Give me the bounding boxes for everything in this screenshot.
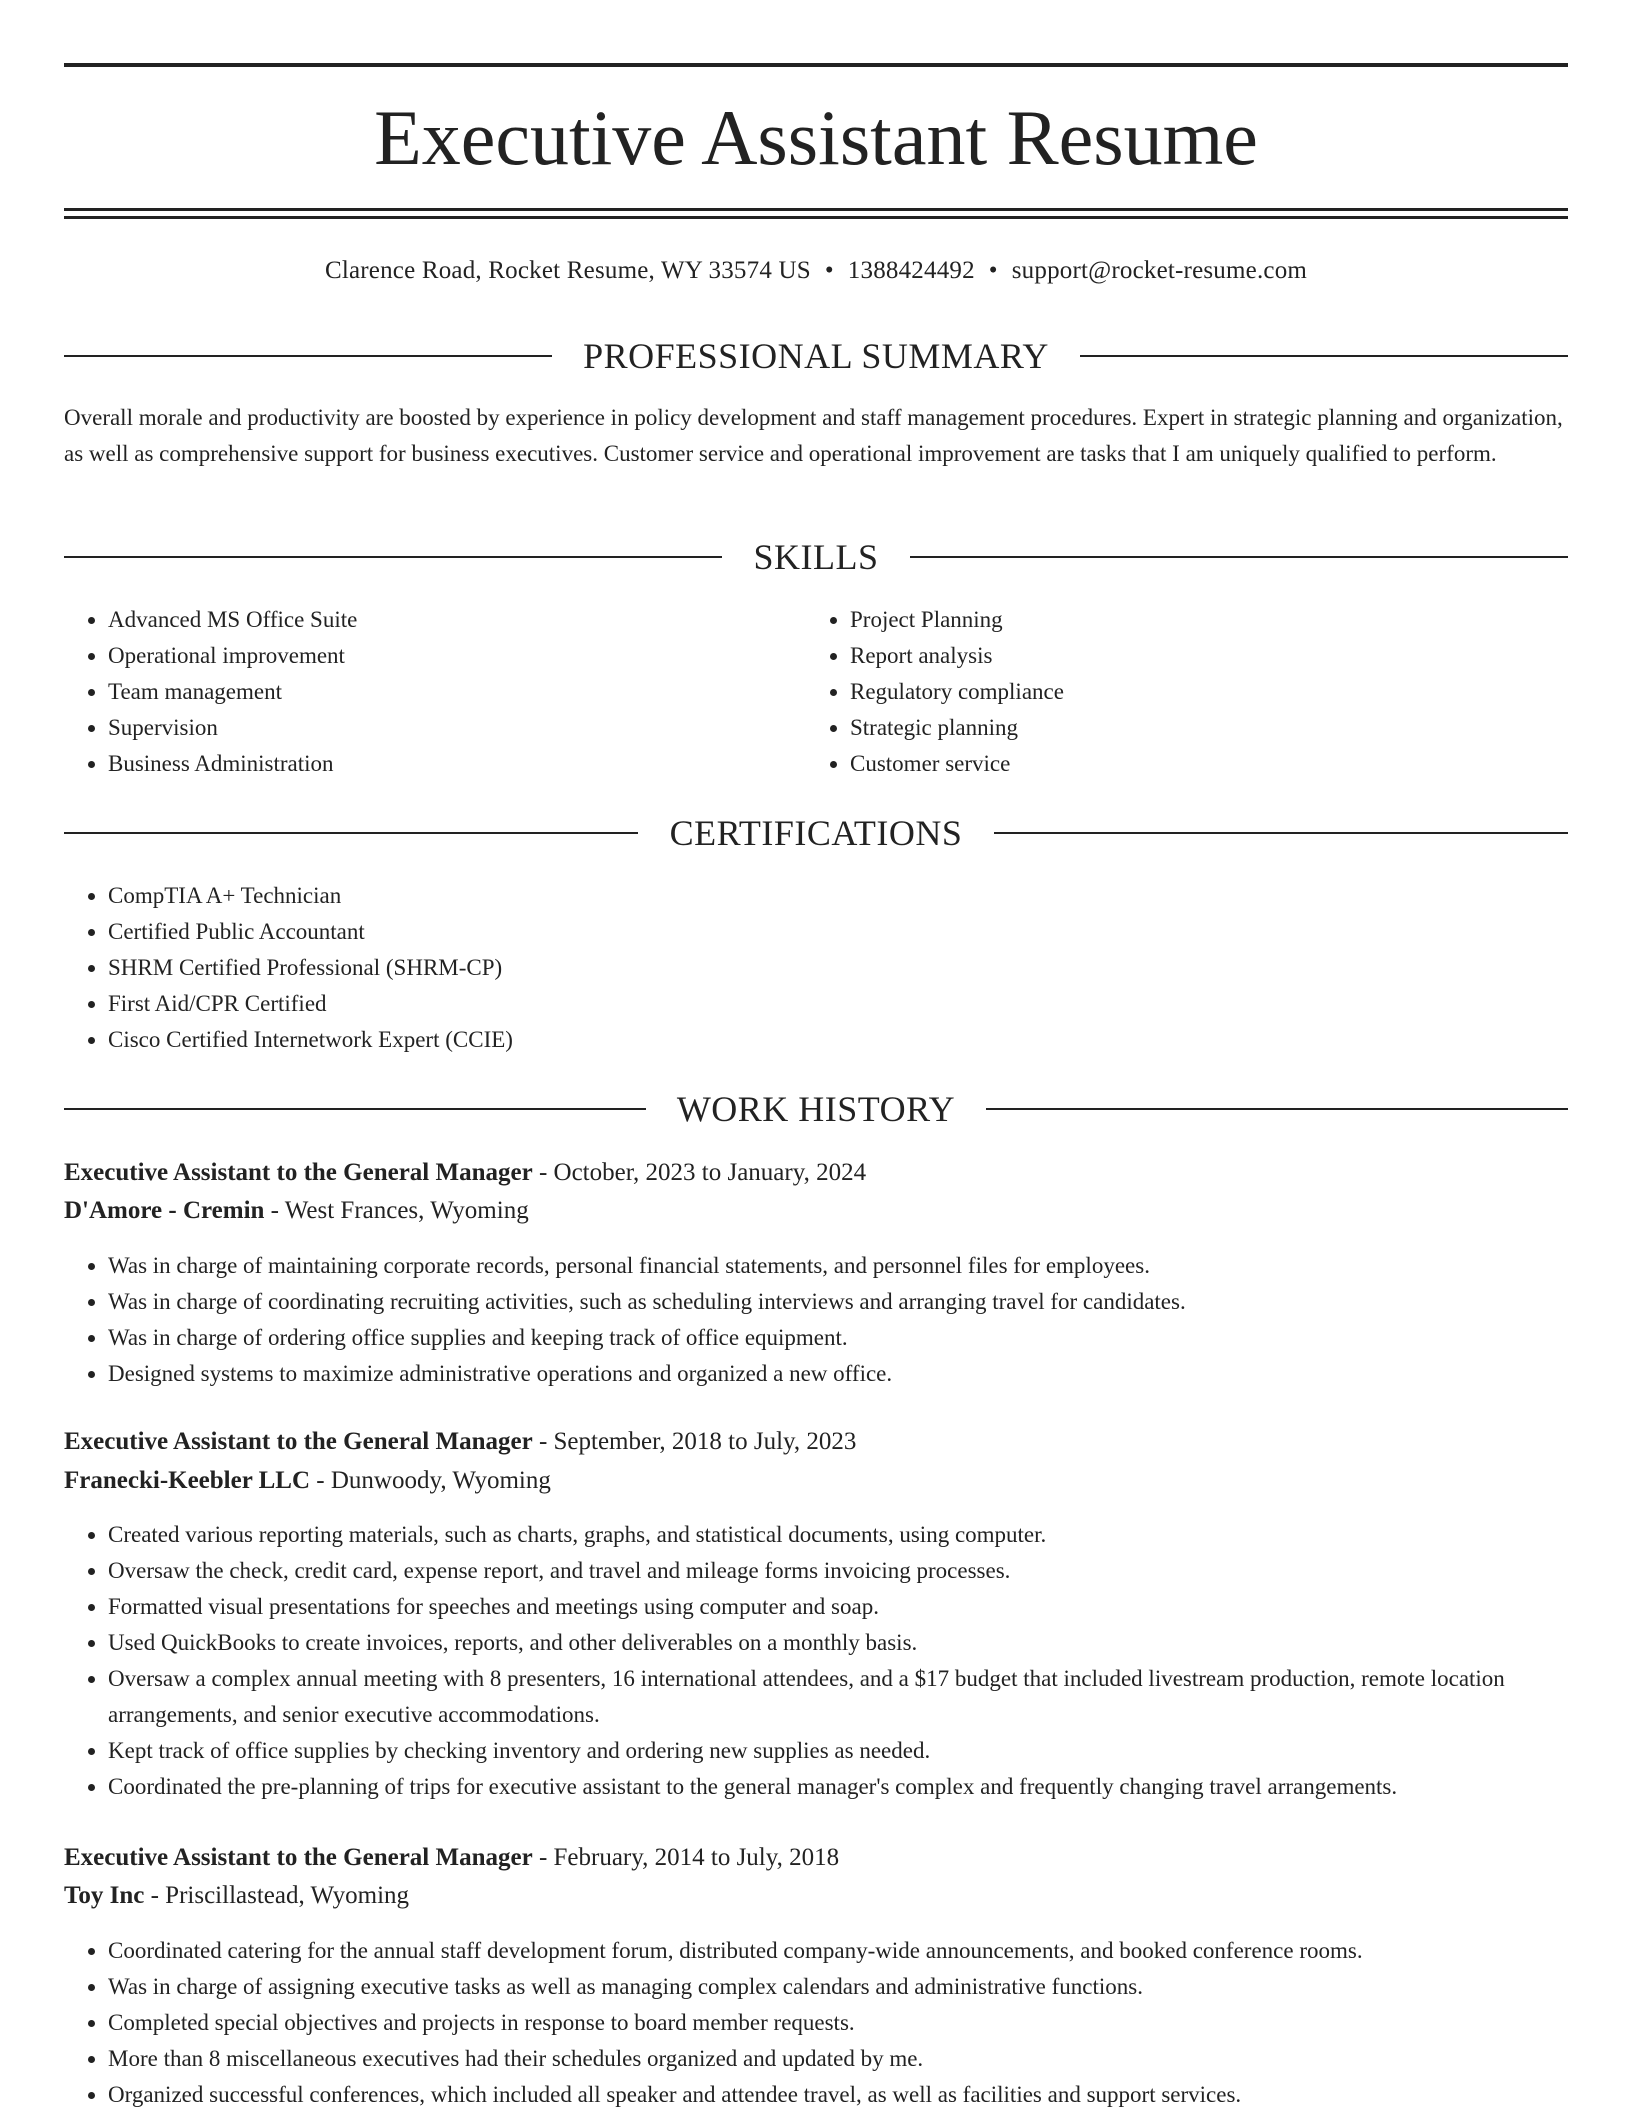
job-location: - Priscillastead, Wyoming xyxy=(144,1882,410,1909)
job-bullet: • Kept track of office supplies by checking inventory and ordering new supplies as needed. xyxy=(108,1733,1588,1769)
skills-heading: SKILLS xyxy=(753,537,879,577)
skill-item: • Project Planning xyxy=(850,602,1550,638)
work-history-heading: WORK HISTORY xyxy=(676,1089,956,1129)
skill-item: • Regulatory compliance xyxy=(850,674,1550,710)
job-company-line xyxy=(64,1878,409,1914)
skill-item: • Strategic planning xyxy=(850,710,1550,746)
skills-list-right xyxy=(806,602,1550,782)
job-bullet: • Was in charge of coordinating recruiting activities, such as scheduling interviews and arranging travel for candidates. xyxy=(108,1284,1588,1320)
job-bullet: • Was in charge of assigning executive tasks as well as managing complex calendars and administrative functions. xyxy=(108,1969,1588,2005)
certification-item: • CompTIA A+ Technician xyxy=(108,878,1568,914)
job-dates: - February, 2014 to July, 2018 xyxy=(532,1844,840,1871)
heading-rule-right xyxy=(1080,355,1568,357)
work-history-section-heading xyxy=(64,1087,1568,1131)
job-company-line xyxy=(64,1193,529,1229)
job-bullet: • Completed special objectives and projects in response to board member requests. xyxy=(108,2005,1588,2041)
resume-title: Executive Assistant Resume xyxy=(374,94,1258,181)
skill-item: • Advanced MS Office Suite xyxy=(108,602,808,638)
contact-email[interactable]: support@rocket-resume.com xyxy=(1011,257,1308,284)
header-top-rule xyxy=(64,63,1568,67)
job-bullet: • Coordinated catering for the annual staff development forum, distributed company-wide announcements, and booked conference rooms. xyxy=(108,1933,1588,1969)
skill-item: • Team management xyxy=(108,674,808,710)
job-dates: - October, 2023 to January, 2024 xyxy=(532,1159,867,1186)
job-title: Executive Assistant to the General Manager xyxy=(64,1428,533,1455)
certification-item: • First Aid/CPR Certified xyxy=(108,986,1568,1022)
skills-list-left xyxy=(64,602,808,782)
summary-text: Overall morale and productivity are boosted by experience in policy development and staff management procedures. Expert in strategic planning and organization, as well as comprehensive support for business executives. Customer service and operational improvement are tasks that I am uniquely qualified to perform. xyxy=(64,405,1563,466)
skill-item: • Customer service xyxy=(850,746,1550,782)
job-location: - Dunwoody, Wyoming xyxy=(310,1467,551,1494)
certifications-section-heading xyxy=(64,811,1568,855)
job-bullet: • Formatted visual presentations for speeches and meetings using computer and soap. xyxy=(108,1589,1588,1625)
skills-section-heading xyxy=(64,535,1568,579)
skill-item: • Operational improvement xyxy=(108,638,808,674)
contact-separator: • xyxy=(988,257,998,284)
certification-item: • Cisco Certified Internetwork Expert (CCIE) xyxy=(108,1022,1568,1058)
job-bullet: • Coordinated the pre-planning of trips for executive assistant to the general manager's complex and frequently changing travel arrangements. xyxy=(108,1769,1588,1805)
job-company: D'Amore - Cremin xyxy=(64,1197,265,1224)
header-double-rule-upper xyxy=(64,208,1568,211)
job-bullets xyxy=(64,1517,1588,1805)
job-company: Toy Inc xyxy=(64,1882,145,1909)
heading-rule-right xyxy=(986,1108,1568,1110)
job-company: Franecki-Keebler LLC xyxy=(64,1467,311,1494)
job-bullets xyxy=(64,1933,1588,2113)
certification-item: • SHRM Certified Professional (SHRM-CP) xyxy=(108,950,1568,986)
contact-separator: • xyxy=(824,257,834,284)
job-dates: - September, 2018 to July, 2023 xyxy=(532,1428,857,1455)
job-bullet: • Was in charge of maintaining corporate records, personal financial statements, and personnel files for employees. xyxy=(108,1248,1588,1284)
job-title: Executive Assistant to the General Manager xyxy=(64,1159,533,1186)
job-title-line xyxy=(64,1424,856,1460)
job-bullet: • Organized successful conferences, which included all speaker and attendee travel, as well as facilities and support services. xyxy=(108,2077,1588,2113)
job-bullet: • Was in charge of ordering office supplies and keeping track of office equipment. xyxy=(108,1320,1588,1356)
heading-rule-right xyxy=(910,556,1568,558)
certifications-list xyxy=(64,878,1568,1058)
job-bullet: • More than 8 miscellaneous executives had their schedules organized and updated by me. xyxy=(108,2041,1588,2077)
skill-item: • Business Administration xyxy=(108,746,808,782)
job-location: - West Frances, Wyoming xyxy=(264,1197,529,1224)
contact-phone[interactable]: 1388424492 xyxy=(847,257,975,284)
job-title: Executive Assistant to the General Manager xyxy=(64,1844,533,1871)
job-bullet: • Used QuickBooks to create invoices, reports, and other deliverables on a monthly basis. xyxy=(108,1625,1588,1661)
header-double-rule-lower xyxy=(64,216,1568,219)
summary-section-heading xyxy=(64,334,1568,378)
job-bullet: • Oversaw a complex annual meeting with 8 presenters, 16 international attendees, and a $17 budget that included livestream production, remote location arrangements, and senior executive accommodations. xyxy=(108,1661,1588,1733)
certification-item: • Certified Public Accountant xyxy=(108,914,1568,950)
job-company-line xyxy=(64,1463,551,1499)
skill-item: • Supervision xyxy=(108,710,808,746)
contact-line xyxy=(0,253,1632,289)
job-bullets xyxy=(64,1248,1588,1392)
job-bullet: • Created various reporting materials, such as charts, graphs, and statistical documents, using computer. xyxy=(108,1517,1588,1553)
job-title-line xyxy=(64,1840,839,1876)
job-title-line xyxy=(64,1155,866,1191)
summary-heading: PROFESSIONAL SUMMARY xyxy=(583,336,1049,376)
job-bullet: • Oversaw the check, credit card, expense report, and travel and mileage forms invoicing processes. xyxy=(108,1553,1588,1589)
certifications-heading: CERTIFICATIONS xyxy=(669,813,963,853)
contact-address: Clarence Road, Rocket Resume, WY 33574 US xyxy=(324,257,811,284)
heading-rule-right xyxy=(994,832,1568,834)
job-bullet: • Designed systems to maximize administrative operations and organized a new office. xyxy=(108,1356,1588,1392)
skill-item: • Report analysis xyxy=(850,638,1550,674)
